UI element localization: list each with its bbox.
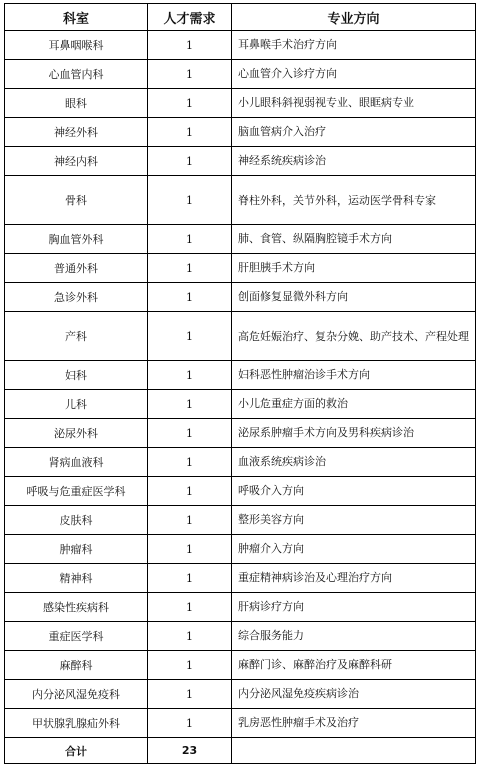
talent-demand-cell: 1 [148, 283, 232, 312]
table-header-row [5, 4, 476, 31]
specialty-direction-cell: 肿瘤介入方向 [232, 535, 476, 564]
specialty-direction-cell: 肺、食管、纵隔胸腔镜手术方向 [232, 225, 476, 254]
specialty-direction-cell: 神经系统疾病诊治 [232, 147, 476, 176]
table-row [5, 390, 476, 419]
department-cell: 甲状腺乳腺疝外科 [5, 709, 148, 738]
specialty-direction-cell: 高危妊娠治疗、复杂分娩、助产技术、产程处理 [232, 312, 476, 361]
specialty-direction-cell: 妇科恶性肿瘤治诊手术方向 [232, 361, 476, 390]
specialty-direction-cell: 创面修复显微外科方向 [232, 283, 476, 312]
department-cell: 内分泌风湿免疫科 [5, 680, 148, 709]
specialty-direction-cell: 肝病诊疗方向 [232, 593, 476, 622]
department-cell: 神经内科 [5, 147, 148, 176]
total-count: 23 [148, 738, 232, 764]
department-cell: 精神科 [5, 564, 148, 593]
talent-demand-cell: 1 [148, 419, 232, 448]
department-cell: 急诊外科 [5, 283, 148, 312]
table-row [5, 118, 476, 147]
department-cell: 重症医学科 [5, 622, 148, 651]
department-cell: 普通外科 [5, 254, 148, 283]
table-body [5, 31, 476, 764]
specialty-direction-cell: 重症精神病诊治及心理治疗方向 [232, 564, 476, 593]
department-cell: 神经外科 [5, 118, 148, 147]
table-row [5, 419, 476, 448]
specialty-direction-cell: 整形美容方向 [232, 506, 476, 535]
table-row [5, 147, 476, 176]
table-row [5, 535, 476, 564]
table-row [5, 622, 476, 651]
talent-demand-cell: 1 [148, 651, 232, 680]
talent-demand-cell: 1 [148, 506, 232, 535]
department-cell: 胸血管外科 [5, 225, 148, 254]
specialty-direction-cell: 脊柱外科，关节外科，运动医学骨科专家 [232, 176, 476, 225]
table-row [5, 361, 476, 390]
table-row [5, 680, 476, 709]
specialty-direction-cell: 泌尿系肿瘤手术方向及男科疾病诊治 [232, 419, 476, 448]
department-cell: 皮肤科 [5, 506, 148, 535]
talent-demand-cell: 1 [148, 89, 232, 118]
specialty-direction-cell: 乳房恶性肿瘤手术及治疗 [232, 709, 476, 738]
talent-demand-cell: 1 [148, 118, 232, 147]
talent-demand-cell: 1 [148, 60, 232, 89]
table-row [5, 448, 476, 477]
total-direction [232, 738, 476, 764]
department-cell: 心血管内科 [5, 60, 148, 89]
specialty-direction-cell: 小儿眼科斜视弱视专业、眼眶病专业 [232, 89, 476, 118]
talent-demand-cell: 1 [148, 709, 232, 738]
specialty-direction-cell: 肝胆胰手术方向 [232, 254, 476, 283]
specialty-direction-cell: 麻醉门诊、麻醉治疗及麻醉科研 [232, 651, 476, 680]
header-talent-demand: 人才需求 [148, 4, 232, 31]
talent-demand-cell: 1 [148, 361, 232, 390]
department-cell: 骨科 [5, 176, 148, 225]
talent-demand-cell: 1 [148, 535, 232, 564]
talent-demand-cell: 1 [148, 680, 232, 709]
table-row [5, 89, 476, 118]
talent-demand-cell: 1 [148, 312, 232, 361]
specialty-direction-cell: 心血管介入诊疗方向 [232, 60, 476, 89]
talent-demand-cell: 1 [148, 31, 232, 60]
table-row [5, 176, 476, 225]
talent-demand-cell: 1 [148, 477, 232, 506]
table-row [5, 60, 476, 89]
table-row [5, 593, 476, 622]
specialty-direction-cell: 小儿危重症方面的救治 [232, 390, 476, 419]
department-cell: 麻醉科 [5, 651, 148, 680]
department-cell: 肿瘤科 [5, 535, 148, 564]
department-cell: 呼吸与危重症医学科 [5, 477, 148, 506]
department-cell: 泌尿外科 [5, 419, 148, 448]
talent-demand-cell: 1 [148, 564, 232, 593]
department-cell: 肾病血液科 [5, 448, 148, 477]
specialty-direction-cell: 内分泌风湿免疫疾病诊治 [232, 680, 476, 709]
department-cell: 产科 [5, 312, 148, 361]
specialty-direction-cell: 综合服务能力 [232, 622, 476, 651]
recruitment-table-container [4, 3, 476, 764]
table-row [5, 506, 476, 535]
recruitment-table [4, 3, 476, 764]
specialty-direction-cell: 血液系统疾病诊治 [232, 448, 476, 477]
talent-demand-cell: 1 [148, 593, 232, 622]
table-row [5, 477, 476, 506]
table-row [5, 564, 476, 593]
specialty-direction-cell: 呼吸介入方向 [232, 477, 476, 506]
talent-demand-cell: 1 [148, 390, 232, 419]
specialty-direction-cell: 脑血管病介入治疗 [232, 118, 476, 147]
talent-demand-cell: 1 [148, 622, 232, 651]
department-cell: 感染性疾病科 [5, 593, 148, 622]
total-label: 合计 [5, 738, 148, 764]
table-row [5, 651, 476, 680]
department-cell: 眼科 [5, 89, 148, 118]
talent-demand-cell: 1 [148, 147, 232, 176]
header-specialty-direction: 专业方向 [232, 4, 476, 31]
table-row [5, 283, 476, 312]
table-total-row [5, 738, 476, 764]
table-row [5, 254, 476, 283]
department-cell: 妇科 [5, 361, 148, 390]
talent-demand-cell: 1 [148, 176, 232, 225]
talent-demand-cell: 1 [148, 254, 232, 283]
department-cell: 耳鼻咽喉科 [5, 31, 148, 60]
talent-demand-cell: 1 [148, 225, 232, 254]
table-row [5, 312, 476, 361]
table-row [5, 31, 476, 60]
table-row [5, 709, 476, 738]
talent-demand-cell: 1 [148, 448, 232, 477]
header-department: 科室 [5, 4, 148, 31]
department-cell: 儿科 [5, 390, 148, 419]
specialty-direction-cell: 耳鼻喉手术治疗方向 [232, 31, 476, 60]
table-row [5, 225, 476, 254]
